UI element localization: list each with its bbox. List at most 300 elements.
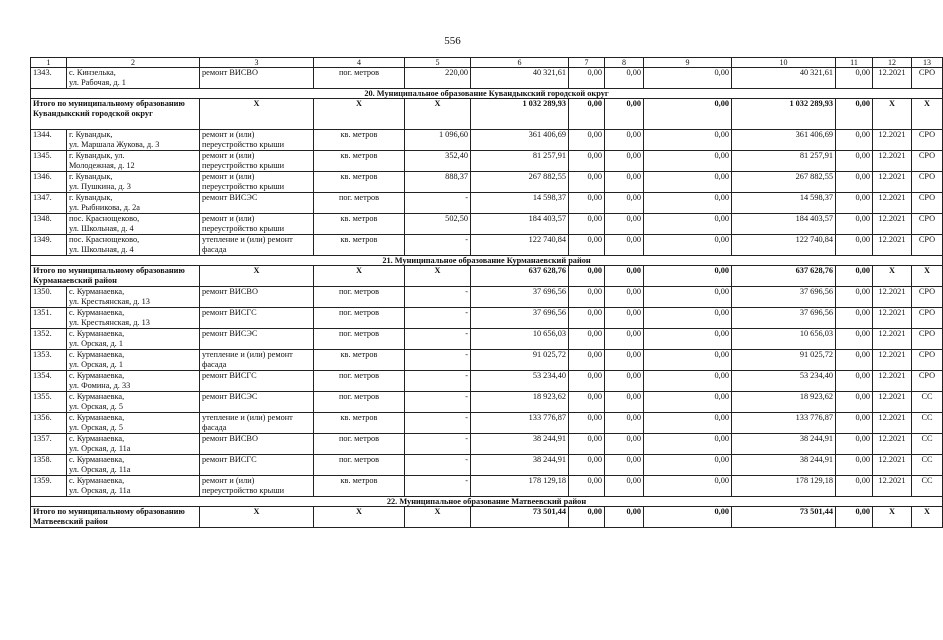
table-cell: СРО: [912, 214, 943, 235]
table-cell: с. Курманаевка, ул. Орская, д. 1: [67, 329, 200, 350]
table-cell: 0,00: [644, 172, 732, 193]
table-cell: 0,00: [644, 151, 732, 172]
table-cell: с. Курманаевка, ул. Орская, д. 5: [67, 413, 200, 434]
subtotal-cell: 1 032 289,93: [471, 99, 569, 130]
subtotal-cell: 0,00: [836, 99, 873, 130]
table-cell: ремонт ВИСЭС: [200, 329, 314, 350]
table-cell: 178 129,18: [732, 476, 836, 497]
table-cell: -: [405, 350, 471, 371]
table-cell: 81 257,91: [471, 151, 569, 172]
table-cell: 18 923,62: [471, 392, 569, 413]
table-cell: 12.2021: [873, 68, 912, 89]
table-cell: 1345.: [31, 151, 67, 172]
table-cell: ремонт ВИСЭС: [200, 193, 314, 214]
table-cell: 0,00: [605, 434, 644, 455]
column-number-cell: 7: [569, 58, 605, 68]
table-cell: 12.2021: [873, 371, 912, 392]
table-cell: СРО: [912, 151, 943, 172]
table-cell: 122 740,84: [732, 235, 836, 256]
table-row: [31, 193, 943, 214]
table-cell: ремонт ВИСВО: [200, 68, 314, 89]
table-cell: 0,00: [605, 476, 644, 497]
table-cell: -: [405, 287, 471, 308]
table-row: [31, 214, 943, 235]
table-cell: 0,00: [836, 151, 873, 172]
table-cell: 0,00: [644, 329, 732, 350]
table-cell: СРО: [912, 235, 943, 256]
table-cell: 0,00: [569, 287, 605, 308]
table-cell: 12.2021: [873, 193, 912, 214]
table-cell: 267 882,55: [732, 172, 836, 193]
table-cell: 1344.: [31, 130, 67, 151]
table-cell: 0,00: [569, 172, 605, 193]
table-cell: 888,37: [405, 172, 471, 193]
subtotal-label: Итого по муниципальному образованию Курманаевский район: [31, 266, 200, 287]
subtotal-cell: Х: [873, 507, 912, 528]
column-number-cell: 5: [405, 58, 471, 68]
table-cell: 0,00: [605, 287, 644, 308]
table-cell: 1343.: [31, 68, 67, 89]
table-cell: СС: [912, 392, 943, 413]
table-cell: 1354.: [31, 371, 67, 392]
table-cell: кв. метров: [314, 151, 405, 172]
table-cell: СРО: [912, 308, 943, 329]
table-cell: 38 244,91: [471, 455, 569, 476]
table-row: [31, 151, 943, 172]
table-cell: 0,00: [836, 476, 873, 497]
table-cell: 12.2021: [873, 287, 912, 308]
table-cell: 352,40: [405, 151, 471, 172]
table-cell: 91 025,72: [471, 350, 569, 371]
table-cell: 0,00: [569, 151, 605, 172]
table-cell: пог. метров: [314, 287, 405, 308]
table-cell: с. Курманаевка, ул. Орская, д. 11а: [67, 434, 200, 455]
table-cell: пог. метров: [314, 392, 405, 413]
table-cell: 0,00: [605, 151, 644, 172]
table-cell: с. Курманаевка, ул. Крестьянская, д. 13: [67, 308, 200, 329]
table-cell: 1348.: [31, 214, 67, 235]
table-cell: с. Курманаевка, ул. Орская, д. 5: [67, 392, 200, 413]
table-cell: 1353.: [31, 350, 67, 371]
table-cell: -: [405, 308, 471, 329]
table-cell: 0,00: [605, 68, 644, 89]
table-cell: СРО: [912, 287, 943, 308]
table-cell: ремонт ВИСГС: [200, 308, 314, 329]
table-cell: 0,00: [836, 350, 873, 371]
table-cell: кв. метров: [314, 235, 405, 256]
subtotal-cell: Х: [405, 99, 471, 130]
table-cell: 0,00: [605, 214, 644, 235]
table-cell: 184 403,57: [732, 214, 836, 235]
column-number-cell: 9: [644, 58, 732, 68]
table-cell: 0,00: [569, 392, 605, 413]
table-cell: ремонт ВИСЭС: [200, 392, 314, 413]
table-cell: 0,00: [644, 287, 732, 308]
subtotal-label: Итого по муниципальному образованию Кувандыкский городской округ: [31, 99, 200, 130]
table-cell: 1358.: [31, 455, 67, 476]
table-cell: 10 656,03: [471, 329, 569, 350]
table-cell: -: [405, 371, 471, 392]
section-header-row: [31, 89, 943, 99]
table-cell: 0,00: [569, 130, 605, 151]
table-cell: 0,00: [569, 193, 605, 214]
table-cell: пог. метров: [314, 434, 405, 455]
table-cell: 12.2021: [873, 413, 912, 434]
table-cell: 12.2021: [873, 434, 912, 455]
table-cell: 0,00: [644, 130, 732, 151]
subtotal-cell: 0,00: [605, 266, 644, 287]
table-cell: 12.2021: [873, 329, 912, 350]
table-cell: ремонт ВИСГС: [200, 455, 314, 476]
subtotal-cell: Х: [314, 507, 405, 528]
table-cell: СРО: [912, 193, 943, 214]
table-cell: 0,00: [644, 193, 732, 214]
table-cell: кв. метров: [314, 476, 405, 497]
table-cell: 12.2021: [873, 455, 912, 476]
subtotal-cell: Х: [912, 266, 943, 287]
table-cell: 14 598,37: [471, 193, 569, 214]
table-cell: ремонт и (или) переустройство крыши: [200, 130, 314, 151]
subtotal-cell: 73 501,44: [732, 507, 836, 528]
table-cell: СС: [912, 476, 943, 497]
table-cell: 40 321,61: [732, 68, 836, 89]
table-cell: 0,00: [836, 434, 873, 455]
table-cell: 12.2021: [873, 151, 912, 172]
table-cell: 38 244,91: [732, 434, 836, 455]
subtotal-cell: 73 501,44: [471, 507, 569, 528]
table-cell: кв. метров: [314, 130, 405, 151]
table-cell: пог. метров: [314, 308, 405, 329]
table-cell: 0,00: [836, 172, 873, 193]
table-cell: -: [405, 476, 471, 497]
table-row: [31, 371, 943, 392]
table-cell: 37 696,56: [732, 287, 836, 308]
table-cell: 1349.: [31, 235, 67, 256]
table-row: [31, 434, 943, 455]
table-cell: СРО: [912, 371, 943, 392]
table-cell: -: [405, 434, 471, 455]
table-row: [31, 130, 943, 151]
table-cell: 0,00: [569, 455, 605, 476]
table-cell: 0,00: [836, 68, 873, 89]
table-cell: 122 740,84: [471, 235, 569, 256]
table-cell: утепление и (или) ремонт фасада: [200, 235, 314, 256]
subtotal-cell: Х: [200, 266, 314, 287]
table-cell: 0,00: [569, 329, 605, 350]
table-cell: 91 025,72: [732, 350, 836, 371]
table-cell: 1346.: [31, 172, 67, 193]
section-title: 22. Муниципальное образование Матвеевский район: [31, 497, 943, 507]
table-cell: пог. метров: [314, 193, 405, 214]
subtotal-row: [31, 99, 943, 130]
column-number-cell: 10: [732, 58, 836, 68]
table-cell: 1347.: [31, 193, 67, 214]
table-row: [31, 235, 943, 256]
column-number-cell: 2: [67, 58, 200, 68]
subtotal-cell: 0,00: [644, 507, 732, 528]
table-cell: 0,00: [605, 193, 644, 214]
table-cell: ремонт и (или) переустройство крыши: [200, 172, 314, 193]
section-header-row: [31, 497, 943, 507]
table-cell: 14 598,37: [732, 193, 836, 214]
table-cell: кв. метров: [314, 172, 405, 193]
table-cell: СРО: [912, 68, 943, 89]
table-cell: 12.2021: [873, 172, 912, 193]
subtotal-cell: Х: [873, 266, 912, 287]
table-cell: ремонт ВИСВО: [200, 287, 314, 308]
table-cell: СС: [912, 413, 943, 434]
table-cell: 0,00: [836, 455, 873, 476]
column-number-cell: 11: [836, 58, 873, 68]
table-cell: -: [405, 329, 471, 350]
table-cell: 0,00: [569, 371, 605, 392]
table-row: [31, 308, 943, 329]
subtotal-row: [31, 266, 943, 287]
table-cell: 0,00: [836, 214, 873, 235]
subtotal-row: [31, 507, 943, 528]
table-row: [31, 68, 943, 89]
table-cell: 0,00: [605, 172, 644, 193]
table-cell: 12.2021: [873, 308, 912, 329]
subtotal-cell: 0,00: [644, 266, 732, 287]
table-cell: 220,00: [405, 68, 471, 89]
table-cell: 0,00: [569, 476, 605, 497]
subtotal-cell: 0,00: [569, 507, 605, 528]
table-cell: пог. метров: [314, 68, 405, 89]
table-cell: 0,00: [836, 130, 873, 151]
table-cell: г. Кувандык, ул. Маршала Жукова, д. 3: [67, 130, 200, 151]
subtotal-cell: 0,00: [569, 99, 605, 130]
table-cell: СРО: [912, 172, 943, 193]
table-cell: -: [405, 392, 471, 413]
table-row: [31, 329, 943, 350]
subtotal-cell: Х: [314, 266, 405, 287]
column-number-cell: 3: [200, 58, 314, 68]
table-cell: 0,00: [836, 193, 873, 214]
table-cell: 53 234,40: [471, 371, 569, 392]
table-cell: 0,00: [836, 235, 873, 256]
table-cell: 502,50: [405, 214, 471, 235]
table-cell: ремонт ВИСГС: [200, 371, 314, 392]
capital-repair-table: [30, 57, 943, 528]
table-cell: 0,00: [569, 214, 605, 235]
table-cell: 184 403,57: [471, 214, 569, 235]
table-cell: СС: [912, 434, 943, 455]
subtotal-cell: 0,00: [605, 507, 644, 528]
table-cell: г. Кувандык, ул. Пушкина, д. 3: [67, 172, 200, 193]
table-row: [31, 392, 943, 413]
table-cell: 361 406,69: [732, 130, 836, 151]
table-cell: 1351.: [31, 308, 67, 329]
subtotal-cell: Х: [200, 507, 314, 528]
table-cell: 0,00: [644, 413, 732, 434]
table-cell: 0,00: [569, 308, 605, 329]
page-number: 556: [444, 35, 461, 47]
section-title: 20. Муниципальное образование Кувандыкский городской округ: [31, 89, 943, 99]
table-cell: утепление и (или) ремонт фасада: [200, 350, 314, 371]
table-cell: 0,00: [605, 235, 644, 256]
table-cell: 0,00: [836, 287, 873, 308]
table-cell: -: [405, 235, 471, 256]
subtotal-cell: Х: [405, 266, 471, 287]
table-cell: 133 776,87: [471, 413, 569, 434]
table-cell: пос. Краснощеково, ул. Школьная, д. 4: [67, 235, 200, 256]
column-number-row: [31, 58, 943, 68]
table-cell: СРО: [912, 130, 943, 151]
table-row: [31, 350, 943, 371]
section-title: 21. Муниципальное образование Курманаевский район: [31, 256, 943, 266]
table-cell: 178 129,18: [471, 476, 569, 497]
subtotal-label: Итого по муниципальному образованию Матвеевский район: [31, 507, 200, 528]
table-cell: 0,00: [605, 130, 644, 151]
column-number-cell: 4: [314, 58, 405, 68]
table-cell: 1355.: [31, 392, 67, 413]
table-cell: -: [405, 193, 471, 214]
table-cell: 18 923,62: [732, 392, 836, 413]
table-cell: 0,00: [605, 329, 644, 350]
table-row: [31, 476, 943, 497]
table-cell: 12.2021: [873, 476, 912, 497]
subtotal-cell: 0,00: [605, 99, 644, 130]
subtotal-cell: Х: [873, 99, 912, 130]
table-cell: 12.2021: [873, 392, 912, 413]
table-cell: 0,00: [569, 68, 605, 89]
table-cell: 1 096,60: [405, 130, 471, 151]
table-cell: 0,00: [569, 434, 605, 455]
table-cell: 0,00: [836, 329, 873, 350]
table-cell: 12.2021: [873, 214, 912, 235]
table-cell: 0,00: [836, 413, 873, 434]
table-cell: 37 696,56: [732, 308, 836, 329]
table-cell: 0,00: [644, 350, 732, 371]
table-cell: ремонт и (или) переустройство крыши: [200, 476, 314, 497]
table-cell: 40 321,61: [471, 68, 569, 89]
table-cell: 1359.: [31, 476, 67, 497]
table-cell: 0,00: [569, 350, 605, 371]
column-number-cell: 13: [912, 58, 943, 68]
column-number-cell: 6: [471, 58, 569, 68]
table-cell: 0,00: [569, 235, 605, 256]
table-cell: с. Курманаевка, ул. Фомина, д. 33: [67, 371, 200, 392]
subtotal-cell: 0,00: [569, 266, 605, 287]
subtotal-cell: Х: [200, 99, 314, 130]
table-cell: 1352.: [31, 329, 67, 350]
table-cell: 0,00: [644, 476, 732, 497]
table-cell: 12.2021: [873, 235, 912, 256]
column-number-cell: 8: [605, 58, 644, 68]
table-cell: 0,00: [605, 350, 644, 371]
subtotal-cell: 0,00: [836, 507, 873, 528]
table-cell: утепление и (или) ремонт фасада: [200, 413, 314, 434]
table-cell: ремонт и (или) переустройство крыши: [200, 151, 314, 172]
table-cell: 0,00: [644, 235, 732, 256]
table-cell: 0,00: [569, 413, 605, 434]
table-cell: пог. метров: [314, 371, 405, 392]
table-cell: 1356.: [31, 413, 67, 434]
table-cell: 37 696,56: [471, 287, 569, 308]
table-cell: с. Кинзелька, ул. Рабочая, д. 1: [67, 68, 200, 89]
table-cell: СС: [912, 455, 943, 476]
table-cell: 12.2021: [873, 130, 912, 151]
table-cell: с. Курманаевка, ул. Крестьянская, д. 13: [67, 287, 200, 308]
table-row: [31, 455, 943, 476]
table-cell: 0,00: [644, 308, 732, 329]
table-cell: 37 696,56: [471, 308, 569, 329]
table-cell: г. Кувандык, ул. Молодежная, д. 12: [67, 151, 200, 172]
table-cell: 1350.: [31, 287, 67, 308]
table-cell: пос. Краснощеково, ул. Школьная, д. 4: [67, 214, 200, 235]
table-cell: 0,00: [605, 371, 644, 392]
table-cell: 0,00: [836, 371, 873, 392]
table-cell: 38 244,91: [471, 434, 569, 455]
table-cell: 0,00: [605, 392, 644, 413]
table-cell: 0,00: [644, 68, 732, 89]
table-cell: 12.2021: [873, 350, 912, 371]
table-row: [31, 172, 943, 193]
table-cell: 267 882,55: [471, 172, 569, 193]
table-cell: кв. метров: [314, 413, 405, 434]
column-number-cell: 12: [873, 58, 912, 68]
table-cell: пог. метров: [314, 329, 405, 350]
table-cell: 0,00: [644, 214, 732, 235]
table-cell: ремонт ВИСВО: [200, 434, 314, 455]
subtotal-cell: Х: [912, 99, 943, 130]
table-cell: -: [405, 455, 471, 476]
table-cell: 0,00: [605, 413, 644, 434]
table-cell: СРО: [912, 350, 943, 371]
table-cell: 10 656,03: [732, 329, 836, 350]
section-header-row: [31, 256, 943, 266]
subtotal-cell: 1 032 289,93: [732, 99, 836, 130]
subtotal-cell: 637 628,76: [471, 266, 569, 287]
table-row: [31, 413, 943, 434]
table-cell: 81 257,91: [732, 151, 836, 172]
table-cell: с. Курманаевка, ул. Орская, д. 11а: [67, 455, 200, 476]
subtotal-cell: Х: [912, 507, 943, 528]
table-cell: с. Курманаевка, ул. Орская, д. 11а: [67, 476, 200, 497]
table-cell: 38 244,91: [732, 455, 836, 476]
column-number-cell: 1: [31, 58, 67, 68]
table-cell: 0,00: [644, 434, 732, 455]
table-cell: 0,00: [644, 392, 732, 413]
subtotal-cell: 0,00: [836, 266, 873, 287]
subtotal-cell: 637 628,76: [732, 266, 836, 287]
table-cell: 0,00: [605, 455, 644, 476]
table-cell: ремонт и (или) переустройство крыши: [200, 214, 314, 235]
table-cell: с. Курманаевка, ул. Орская, д. 1: [67, 350, 200, 371]
table-cell: 0,00: [644, 455, 732, 476]
table-cell: г. Кувандык, ул. Рыбникова, д. 2а: [67, 193, 200, 214]
table-body: [31, 58, 943, 528]
table-cell: 1357.: [31, 434, 67, 455]
subtotal-cell: Х: [314, 99, 405, 130]
table-cell: 0,00: [605, 308, 644, 329]
table-cell: пог. метров: [314, 455, 405, 476]
table-cell: 53 234,40: [732, 371, 836, 392]
table-row: [31, 287, 943, 308]
subtotal-cell: Х: [405, 507, 471, 528]
table-cell: 0,00: [836, 392, 873, 413]
table-cell: кв. метров: [314, 350, 405, 371]
table-cell: СРО: [912, 329, 943, 350]
subtotal-cell: 0,00: [644, 99, 732, 130]
table-cell: 0,00: [644, 371, 732, 392]
table-cell: 0,00: [836, 308, 873, 329]
table-cell: кв. метров: [314, 214, 405, 235]
table-cell: 133 776,87: [732, 413, 836, 434]
table-cell: 361 406,69: [471, 130, 569, 151]
table-cell: -: [405, 413, 471, 434]
